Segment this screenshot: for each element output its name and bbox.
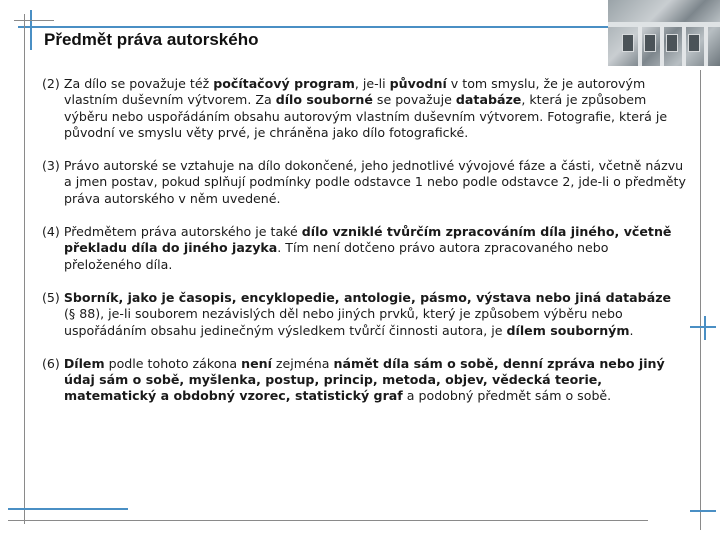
- paragraph-3: [42, 158, 686, 207]
- text-segment: v tom smyslu, že je autorovým vlastním duševním výtvorem. Za: [64, 76, 646, 108]
- paragraph-6: [42, 356, 686, 405]
- text-segment: (5): [42, 289, 64, 305]
- bold-term: Sborník, jako je časopis, encyklopedie, antologie, pásmo, výstava nebo jiná databáze: [63, 289, 672, 305]
- bold-term: dílem souborným: [506, 322, 630, 338]
- right-accent-mark: [690, 326, 716, 328]
- right-bottom-mark: [690, 510, 716, 512]
- text-segment: se považuje: [372, 92, 456, 108]
- bottom-thin-line: [8, 520, 648, 521]
- bold-term: dílo vzniklé tvůrčím zpracováním díla jiného, včetně překladu díla do jiného jazyka: [64, 224, 672, 256]
- right-accent-vertical: [704, 316, 706, 340]
- text-segment: (6): [42, 355, 64, 371]
- bold-term: není: [241, 355, 272, 371]
- document-body: [42, 76, 686, 422]
- text-segment: a podobný předmět sám o sobě.: [402, 388, 612, 404]
- text-segment: . Tím není dotčeno právo autora zpracovaného nebo přeloženého díla.: [64, 240, 609, 272]
- building-photo: [608, 0, 720, 66]
- bold-term: dílo souborné: [275, 92, 373, 108]
- paragraph-2: [42, 76, 686, 141]
- text-segment: , která je způsobem výběru nebo uspořádáním obsahu autorovým vlastním duševním výtvorem. Fotografie, která je původní ve smyslu věty prvé, je chráněna jako dílo fotografické.: [64, 92, 668, 140]
- bottom-accent-line: [8, 508, 128, 510]
- right-thin-line: [700, 70, 701, 530]
- text-segment: (3) Právo autorské se vztahuje na dílo dokončené, jeho jednotlivé vývojové fáze a části, včetně názvu a jmen postav, pokud splňují podmínky podle odstavce 1 nebo podle odstavce 2, jde-li o předměty práva autorského v něm uvedené.: [42, 158, 686, 206]
- bold-term: počítačový program: [213, 76, 355, 91]
- text-segment: (§ 88), je-li souborem nezávislých děl nebo jiných prvků, který je způsobem výběru nebo uspořádáním obsahu jedinečným výsledkem tvůrčí činnosti autora, je: [64, 306, 623, 338]
- bold-term: databáze: [455, 92, 522, 108]
- left-thin-line: [24, 14, 25, 524]
- top-thin-line: [14, 20, 54, 21]
- paragraph-4: [42, 224, 686, 273]
- bold-term: původní: [389, 76, 447, 91]
- text-segment: zejména: [271, 355, 334, 371]
- text-segment: (2) Za dílo se považuje též: [42, 76, 214, 91]
- page-title: Předmět práva autorského: [44, 30, 259, 49]
- paragraph-5: [42, 290, 686, 339]
- left-accent-line: [30, 10, 32, 50]
- text-segment: podle tohoto zákona: [104, 355, 242, 371]
- bold-term: Dílem: [63, 355, 105, 371]
- text-segment: , je-li: [354, 76, 390, 91]
- text-segment: (4) Předmětem práva autorského je také: [42, 224, 302, 240]
- text-segment: .: [629, 322, 634, 338]
- bold-term: námět díla sám o sobě, denní zpráva nebo jiný údaj sám o sobě, myšlenka, postup, princip, metoda, objev, vědecká teorie, matematický a obdobný vzorec, statistický graf: [64, 355, 665, 404]
- top-accent-line: [18, 26, 618, 28]
